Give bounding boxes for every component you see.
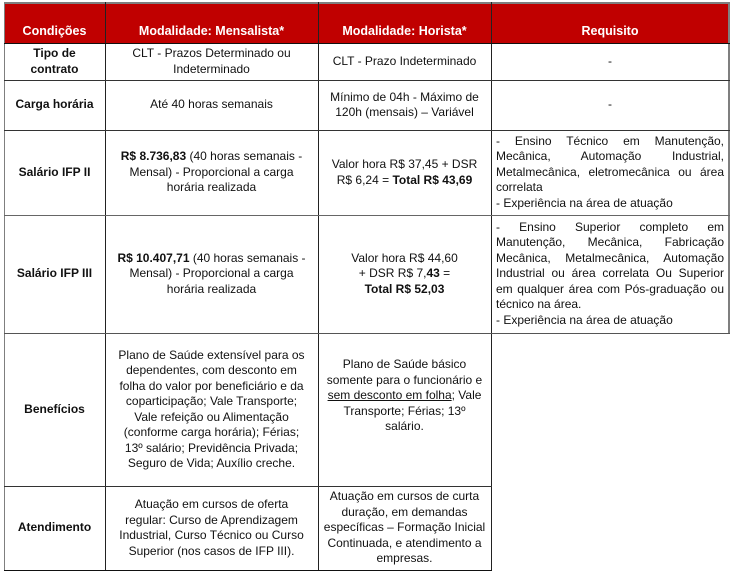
row-label-atendimento: Atendimento <box>17 520 92 535</box>
cell-carga-requisito: - <box>608 97 612 112</box>
header-horista: Modalidade: Horista* <box>318 2 491 43</box>
cell-atendimento-horista: Atuação em cursos de curta duração, em demandas específicas – Formação Inicial Continuada, e atendimento a empresas. <box>323 489 486 566</box>
border-bottom <box>4 570 492 571</box>
border-col2 <box>318 2 319 570</box>
beneficios-horista-plan: Plano de Saúde básico somente para o funcionário e <box>326 357 483 387</box>
border-right <box>728 2 730 333</box>
ifp3-horista-hour: Valor hora R$ 44,60 <box>351 250 458 265</box>
border-header-bottom <box>4 43 730 44</box>
cell-ifp3-mensalista <box>105 215 318 333</box>
beneficios-horista-no-discount: sem desconto em folha <box>327 388 452 402</box>
border-row5 <box>4 486 492 487</box>
row-label-carga-horaria: Carga horária <box>15 97 94 112</box>
ifp3-horista-dsr: + DSR R$ 7, <box>358 266 427 281</box>
ifp2-mensal-value: R$ 8.736,83 <box>120 149 187 164</box>
cell-carga-mensalista: Até 40 horas semanais <box>150 97 273 112</box>
cell-carga-horista: Mínimo de 04h - Máximo de 120h (mensais) – Variável <box>330 89 479 119</box>
row-label-tipo-contrato: Tipo de contrato <box>30 46 79 76</box>
border-row3 <box>4 215 730 216</box>
border-row2 <box>4 130 730 131</box>
ifp2-mensal-note: (40 horas semanais - Mensal) - Proporcional a carga horária realizada <box>129 149 303 195</box>
ifp3-horista-equals: = <box>439 266 451 281</box>
row-label-beneficios: Benefícios <box>24 401 85 416</box>
cell-ifp3-horista <box>318 215 491 333</box>
cell-beneficios-mensalista: Plano de Saúde extensível para os dependentes, com desconto em folha do valor por beneficiário e da coparticipação; Vale Transporte; Vale refeição ou Alimentação (conforme carga horária); Férias; 13º salário; Previdência Privada; Seguro de Vida; Auxílio creche. <box>118 347 305 470</box>
ifp2-req-education: - Ensino Técnico em Manutenção, Mecânica, Automação Industrial, Metalmecânica, eletromecânica ou área correlata <box>496 133 724 195</box>
cell-ifp3-requisito <box>491 215 729 333</box>
cell-beneficios-horista <box>318 333 491 486</box>
border-left <box>4 2 5 570</box>
header-mensalista: Modalidade: Mensalista* <box>105 2 318 43</box>
cell-tipo-requisito: - <box>608 53 612 68</box>
ifp3-horista-dsr-bold: 43 <box>426 266 440 281</box>
ifp3-req-education: - Ensino Superior completo em Manutenção, Mecânica, Fabricação Mecânica, Metalmecânica, Automação Industrial ou área correlata Ou Superior em qualquer área com Pós-graduação ou técnico na área. <box>496 219 724 312</box>
cell-ifp2-mensalista <box>105 130 318 215</box>
ifp3-horista-total: Total R$ 52,03 <box>364 281 445 296</box>
ifp2-req-experience: - Experiência na área de atuação <box>496 195 673 210</box>
border-row4 <box>4 333 730 334</box>
border-col3 <box>491 2 492 570</box>
ifp3-req-experience: - Experiência na área de atuação <box>496 312 673 327</box>
border-col1 <box>105 2 106 570</box>
cell-tipo-mensalista: CLT - Prazos Determinado ou Indeterminado <box>132 46 291 76</box>
ifp2-horista-calc: Valor hora R$ 37,45 + DSR R$ 6,24 = <box>331 157 478 187</box>
border-row1 <box>4 80 730 81</box>
row-label-salario-ifp2: Salário IFP II <box>18 164 91 179</box>
beneficios-horista-rest: ; Vale Transporte; Férias; 13º salário. <box>343 388 482 433</box>
header-condicoes: Condições <box>4 2 105 43</box>
cell-atendimento-mensalista: Atuação em cursos de oferta regular: Curso de Aprendizagem Industrial, Curso Técnico ou Curso Superior (nos casos de IFP III). <box>119 497 304 558</box>
cell-ifp2-horista <box>318 130 491 215</box>
cell-tipo-horista: CLT - Prazo Indeterminado <box>332 53 477 68</box>
row-label-salario-ifp3: Salário IFP III <box>16 266 93 281</box>
ifp3-mensal-note: (40 horas semanais - Mensal) - Proporcional a carga horária realizada <box>129 250 306 296</box>
ifp3-mensal-value: R$ 10.407,71 <box>117 250 190 265</box>
cell-ifp2-requisito <box>491 130 729 215</box>
header-requisito: Requisito <box>491 2 729 43</box>
ifp2-horista-total: Total R$ 43,69 <box>392 172 473 187</box>
